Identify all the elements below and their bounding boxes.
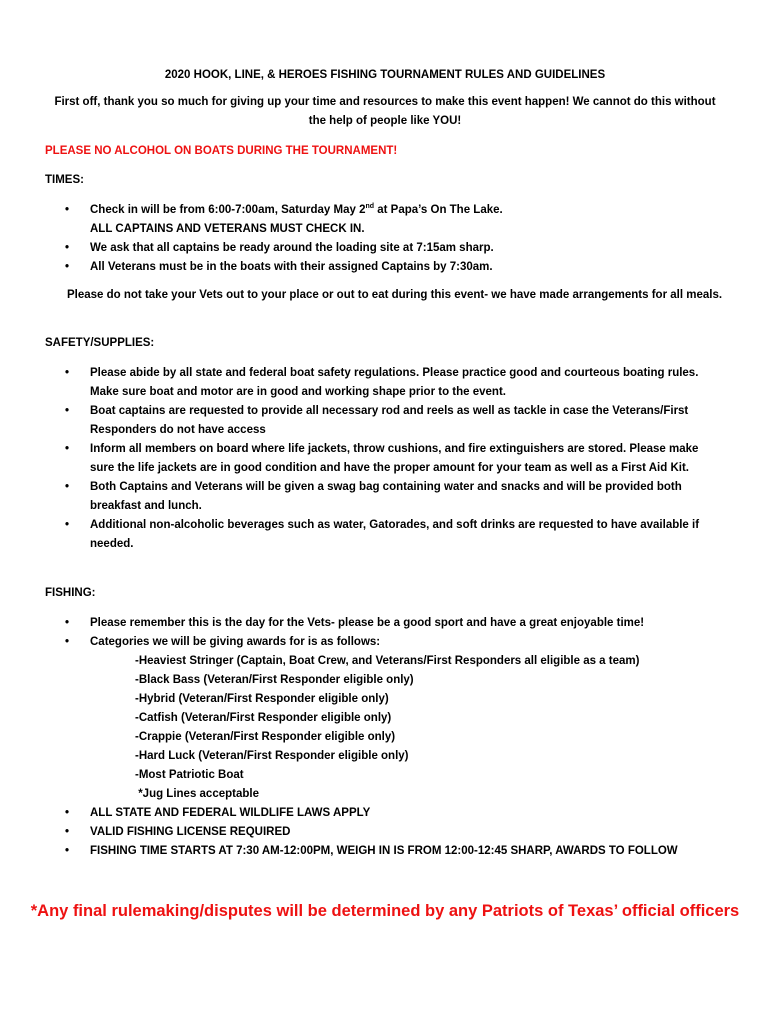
fishing-heading: FISHING:: [45, 587, 96, 599]
bullet-icon: •: [65, 242, 70, 254]
bullet-icon: •: [65, 481, 70, 493]
times-list: [45, 201, 725, 277]
award-category: -Heaviest Stringer (Captain, Boat Crew, and Veterans/First Responders all eligible as a team): [135, 655, 640, 667]
award-category: -Hard Luck (Veteran/First Responder eligible only): [135, 750, 409, 762]
list-item: • Both Captains and Veterans will be given a swag bag containing water and snacks and will be provided both breakfast and lunch.: [45, 478, 725, 516]
bullet-icon: •: [65, 807, 70, 819]
list-item: • ALL STATE AND FEDERAL WILDLIFE LAWS APPLY: [45, 804, 725, 823]
bullet-icon: •: [65, 443, 70, 455]
bullet-icon: •: [65, 636, 70, 648]
bullet-icon: •: [65, 617, 70, 629]
list-item: • Please remember this is the day for the Vets- please be a good sport and have a great enjoyable time!: [45, 614, 725, 633]
bullet-icon: •: [65, 204, 70, 216]
intro-text: First off, thank you so much for giving up your time and resources to make this event happen! We cannot do this without the help of people like YOU!: [54, 96, 716, 127]
no-alcohol-alert: PLEASE NO ALCOHOL ON BOATS DURING THE TOURNAMENT!: [45, 145, 398, 157]
list-item: • Inform all members on board where life jackets, throw cushions, and fire extinguishers are stored. Please make sure the life jackets are in good condition and have the proper amount for your team as well as a First Aid Kit.: [45, 440, 725, 478]
list-item: • Boat captains are requested to provide all necessary rod and reels as well as tackle in case the Veterans/First Responders do not have access: [45, 402, 725, 440]
bullet-icon: •: [65, 845, 70, 857]
award-category: -Black Bass (Veteran/First Responder eligible only): [135, 674, 414, 686]
bullet-icon: •: [65, 826, 70, 838]
jug-lines-note: *Jug Lines acceptable: [135, 788, 259, 800]
list-item: • Please abide by all state and federal boat safety regulations. Please practice good and courteous boating rules. Make sure boat and motor are in good and working shape prior to the event.: [45, 364, 725, 402]
list-item: • FISHING TIME STARTS AT 7:30 AM-12:00PM, WEIGH IN IS FROM 12:00-12:45 SHARP, AWARDS TO FOLLOW: [45, 842, 725, 861]
list-item: • Categories we will be giving awards for is as follows: -Heaviest Stringer (Captain, Boat Crew, and Veterans/First Responders all eligible as a team) -Black Bass (Veteran/First Responder eligible only) -Hybrid (Veteran/First Responder eligible only) -Catfish (Veteran/First Responder eligible only) -Crappie (Veteran/First Responder eligible only) -Hard Luck (Veteran/First Responder eligible only) -Most Patriotic Boat *Jug Lines acceptable: [45, 633, 725, 804]
list-item: • We ask that all captains be ready around the loading site at 7:15am sharp.: [45, 239, 725, 258]
award-category: -Most Patriotic Boat: [135, 769, 244, 781]
times-heading: TIMES:: [45, 174, 84, 186]
safety-heading: SAFETY/SUPPLIES:: [45, 337, 155, 349]
bullet-icon: •: [65, 261, 70, 273]
bullet-icon: •: [65, 519, 70, 531]
list-item: • VALID FISHING LICENSE REQUIRED: [45, 823, 725, 842]
bullet-icon: •: [65, 367, 70, 379]
fishing-list: [45, 614, 725, 861]
award-category: -Catfish (Veteran/First Responder eligible only): [135, 712, 392, 724]
list-item: • All Veterans must be in the boats with their assigned Captains by 7:30am.: [45, 258, 725, 277]
document-title: 2020 HOOK, LINE, & HEROES FISHING TOURNAMENT RULES AND GUIDELINES: [164, 69, 606, 81]
times-note: Please do not take your Vets out to your place or out to eat during this event- we have made arrangements for all meals.: [67, 289, 723, 301]
bullet-icon: •: [65, 405, 70, 417]
award-category: -Crappie (Veteran/First Responder eligible only): [135, 731, 396, 743]
list-item: • Check in will be from 6:00-7:00am, Saturday May 2nd at Papa’s On The Lake. ALL CAPTAINS AND VETERANS MUST CHECK IN.: [45, 201, 725, 239]
list-item: • Additional non-alcoholic beverages such as water, Gatorades, and soft drinks are requested to have available if needed.: [45, 516, 725, 554]
award-category: -Hybrid (Veteran/First Responder eligible only): [135, 693, 389, 705]
final-disclaimer: *Any final rulemaking/disputes will be determined by any Patriots of Texas’ official officers: [30, 902, 740, 920]
safety-list: [45, 364, 725, 554]
